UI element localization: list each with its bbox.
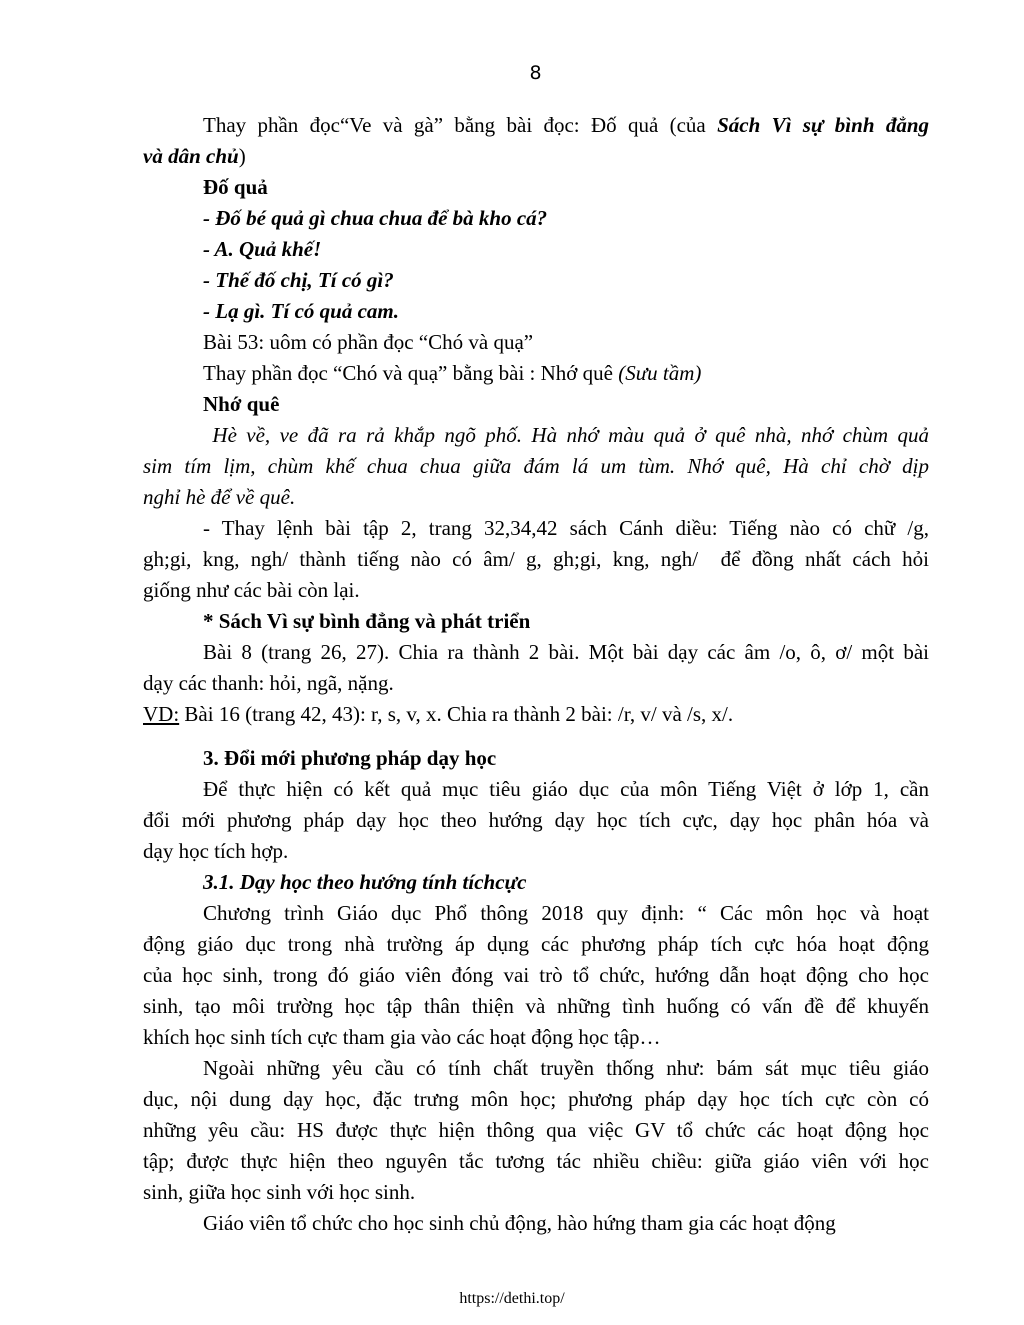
paragraph-line: Để thực hiện có kết quả mục tiêu giáo dục của môn Tiếng Việt ở lớp 1, cần bbox=[203, 777, 929, 801]
example-label: VD: bbox=[143, 702, 180, 726]
poem-line: - Đố bé quả gì chua chua để bà kho cá? bbox=[203, 206, 548, 230]
paragraph-line: sinh, giữa học sinh với học sinh. bbox=[143, 1180, 416, 1204]
paragraph-line: - Thay lệnh bài tập 2, trang 32,34,42 sách Cánh diều: Tiếng nào có chữ /g, bbox=[203, 516, 929, 540]
paragraph-line: Bài 53: uôm có phần đọc “Chó và quạ” bbox=[203, 330, 534, 354]
book-title: Sách Vì sự bình đẳng bbox=[717, 113, 930, 137]
paragraph-line: dạy học tích hợp. bbox=[143, 839, 289, 863]
text-run: Bài 16 (trang 42, 43): r, s, v, x. Chia ra thành 2 bài: /r, v/ và /s, x/. bbox=[179, 702, 734, 726]
reading-line: nghỉ hè để về quê. bbox=[143, 485, 296, 509]
paragraph-line: động giáo dục trong nhà trường áp dụng các phương pháp tích cực hóa hoạt động bbox=[143, 932, 929, 956]
paragraph-line: tập; được thực hiện theo nguyên tắc tương tác nhiều chiều: giữa giáo viên với học bbox=[143, 1149, 929, 1173]
paragraph-line: dục, nội dung dạy học, đặc trưng môn học; phương pháp dạy học tích cực còn có bbox=[143, 1087, 929, 1111]
paragraph-line: sinh, tạo môi trường học tập thân thiện và những tình huống có vấn đề để khuyến bbox=[143, 994, 929, 1018]
book-title: và dân chủ bbox=[143, 144, 239, 168]
source-note: (Sưu tầm) bbox=[618, 361, 702, 385]
page-number: 8 bbox=[529, 62, 542, 84]
paragraph-line: khích học sinh tích cực tham gia vào các hoạt động học tập… bbox=[143, 1025, 661, 1049]
text-run: Thay phần đọc “Chó và quạ” bằng bài : Nhớ quê bbox=[203, 361, 619, 385]
poem-line: - Thế đố chị, Tí có gì? bbox=[203, 268, 394, 292]
paragraph-line: đổi mới phương pháp dạy học theo hướng dạy học tích cực, dạy học phân hóa và bbox=[143, 808, 929, 832]
subsection-heading: 3.1. Dạy học theo hướng tính tíchcực bbox=[203, 870, 527, 894]
reading-title: Nhớ quê bbox=[203, 392, 280, 416]
poem-line: - Lạ gì. Tí có quả cam. bbox=[203, 299, 399, 323]
paragraph-line: Bài 8 (trang 26, 27). Chia ra thành 2 bài. Một bài dạy các âm /o, ô, ơ/ một bài bbox=[203, 640, 929, 664]
poem-line: - A. Quả khế! bbox=[203, 237, 322, 261]
section-heading: * Sách Vì sự bình đẳng và phát triển bbox=[203, 609, 531, 633]
paragraph-line: của học sinh, trong đó giáo viên đóng vai trò tổ chức, hướng dẫn hoạt động cho học bbox=[143, 963, 929, 987]
page-content bbox=[143, 110, 929, 1239]
paragraph-line: giống như các bài còn lại. bbox=[143, 578, 360, 602]
paragraph-line bbox=[143, 358, 929, 389]
text-run: ) bbox=[238, 144, 246, 168]
text-run: Thay phần đọc“Ve và gà” bằng bài đọc: Đố quả (của bbox=[203, 113, 718, 137]
reading-line: Hè về, ve đã ra rả khắp ngõ phố. Hà nhớ màu quả ở quê nhà, nhớ chùm quả bbox=[203, 423, 929, 447]
footer-url: https://dethi.top/ bbox=[459, 1290, 565, 1307]
paragraph-line: Chương trình Giáo dục Phổ thông 2018 quy định: “ Các môn học và hoạt bbox=[203, 901, 929, 925]
reading-title: Đố quả bbox=[203, 175, 268, 199]
paragraph-line bbox=[143, 699, 929, 730]
paragraph-line: những yêu cầu: HS được thực hiện thông qua việc GV tổ chức các hoạt động học bbox=[143, 1118, 929, 1142]
paragraph-line bbox=[143, 141, 929, 172]
paragraph-line bbox=[143, 110, 929, 141]
section-heading: 3. Đổi mới phương pháp dạy học bbox=[203, 746, 497, 770]
paragraph-line: dạy các thanh: hỏi, ngã, nặng. bbox=[143, 671, 394, 695]
paragraph-line: gh;gi, kng, ngh/ thành tiếng nào có âm/ g, gh;gi, kng, ngh/ để đồng nhất cách hỏi bbox=[143, 547, 929, 571]
paragraph-line: Giáo viên tổ chức cho học sinh chủ động, hào hứng tham gia các hoạt động bbox=[203, 1211, 836, 1235]
reading-line: sim tím lịm, chùm khế chua chua giữa đám lá um tùm. Nhớ quê, Hà chỉ chờ dịp bbox=[143, 454, 929, 478]
paragraph-line: Ngoài những yêu cầu có tính chất truyền thống như: bám sát mục tiêu giáo bbox=[203, 1056, 929, 1080]
